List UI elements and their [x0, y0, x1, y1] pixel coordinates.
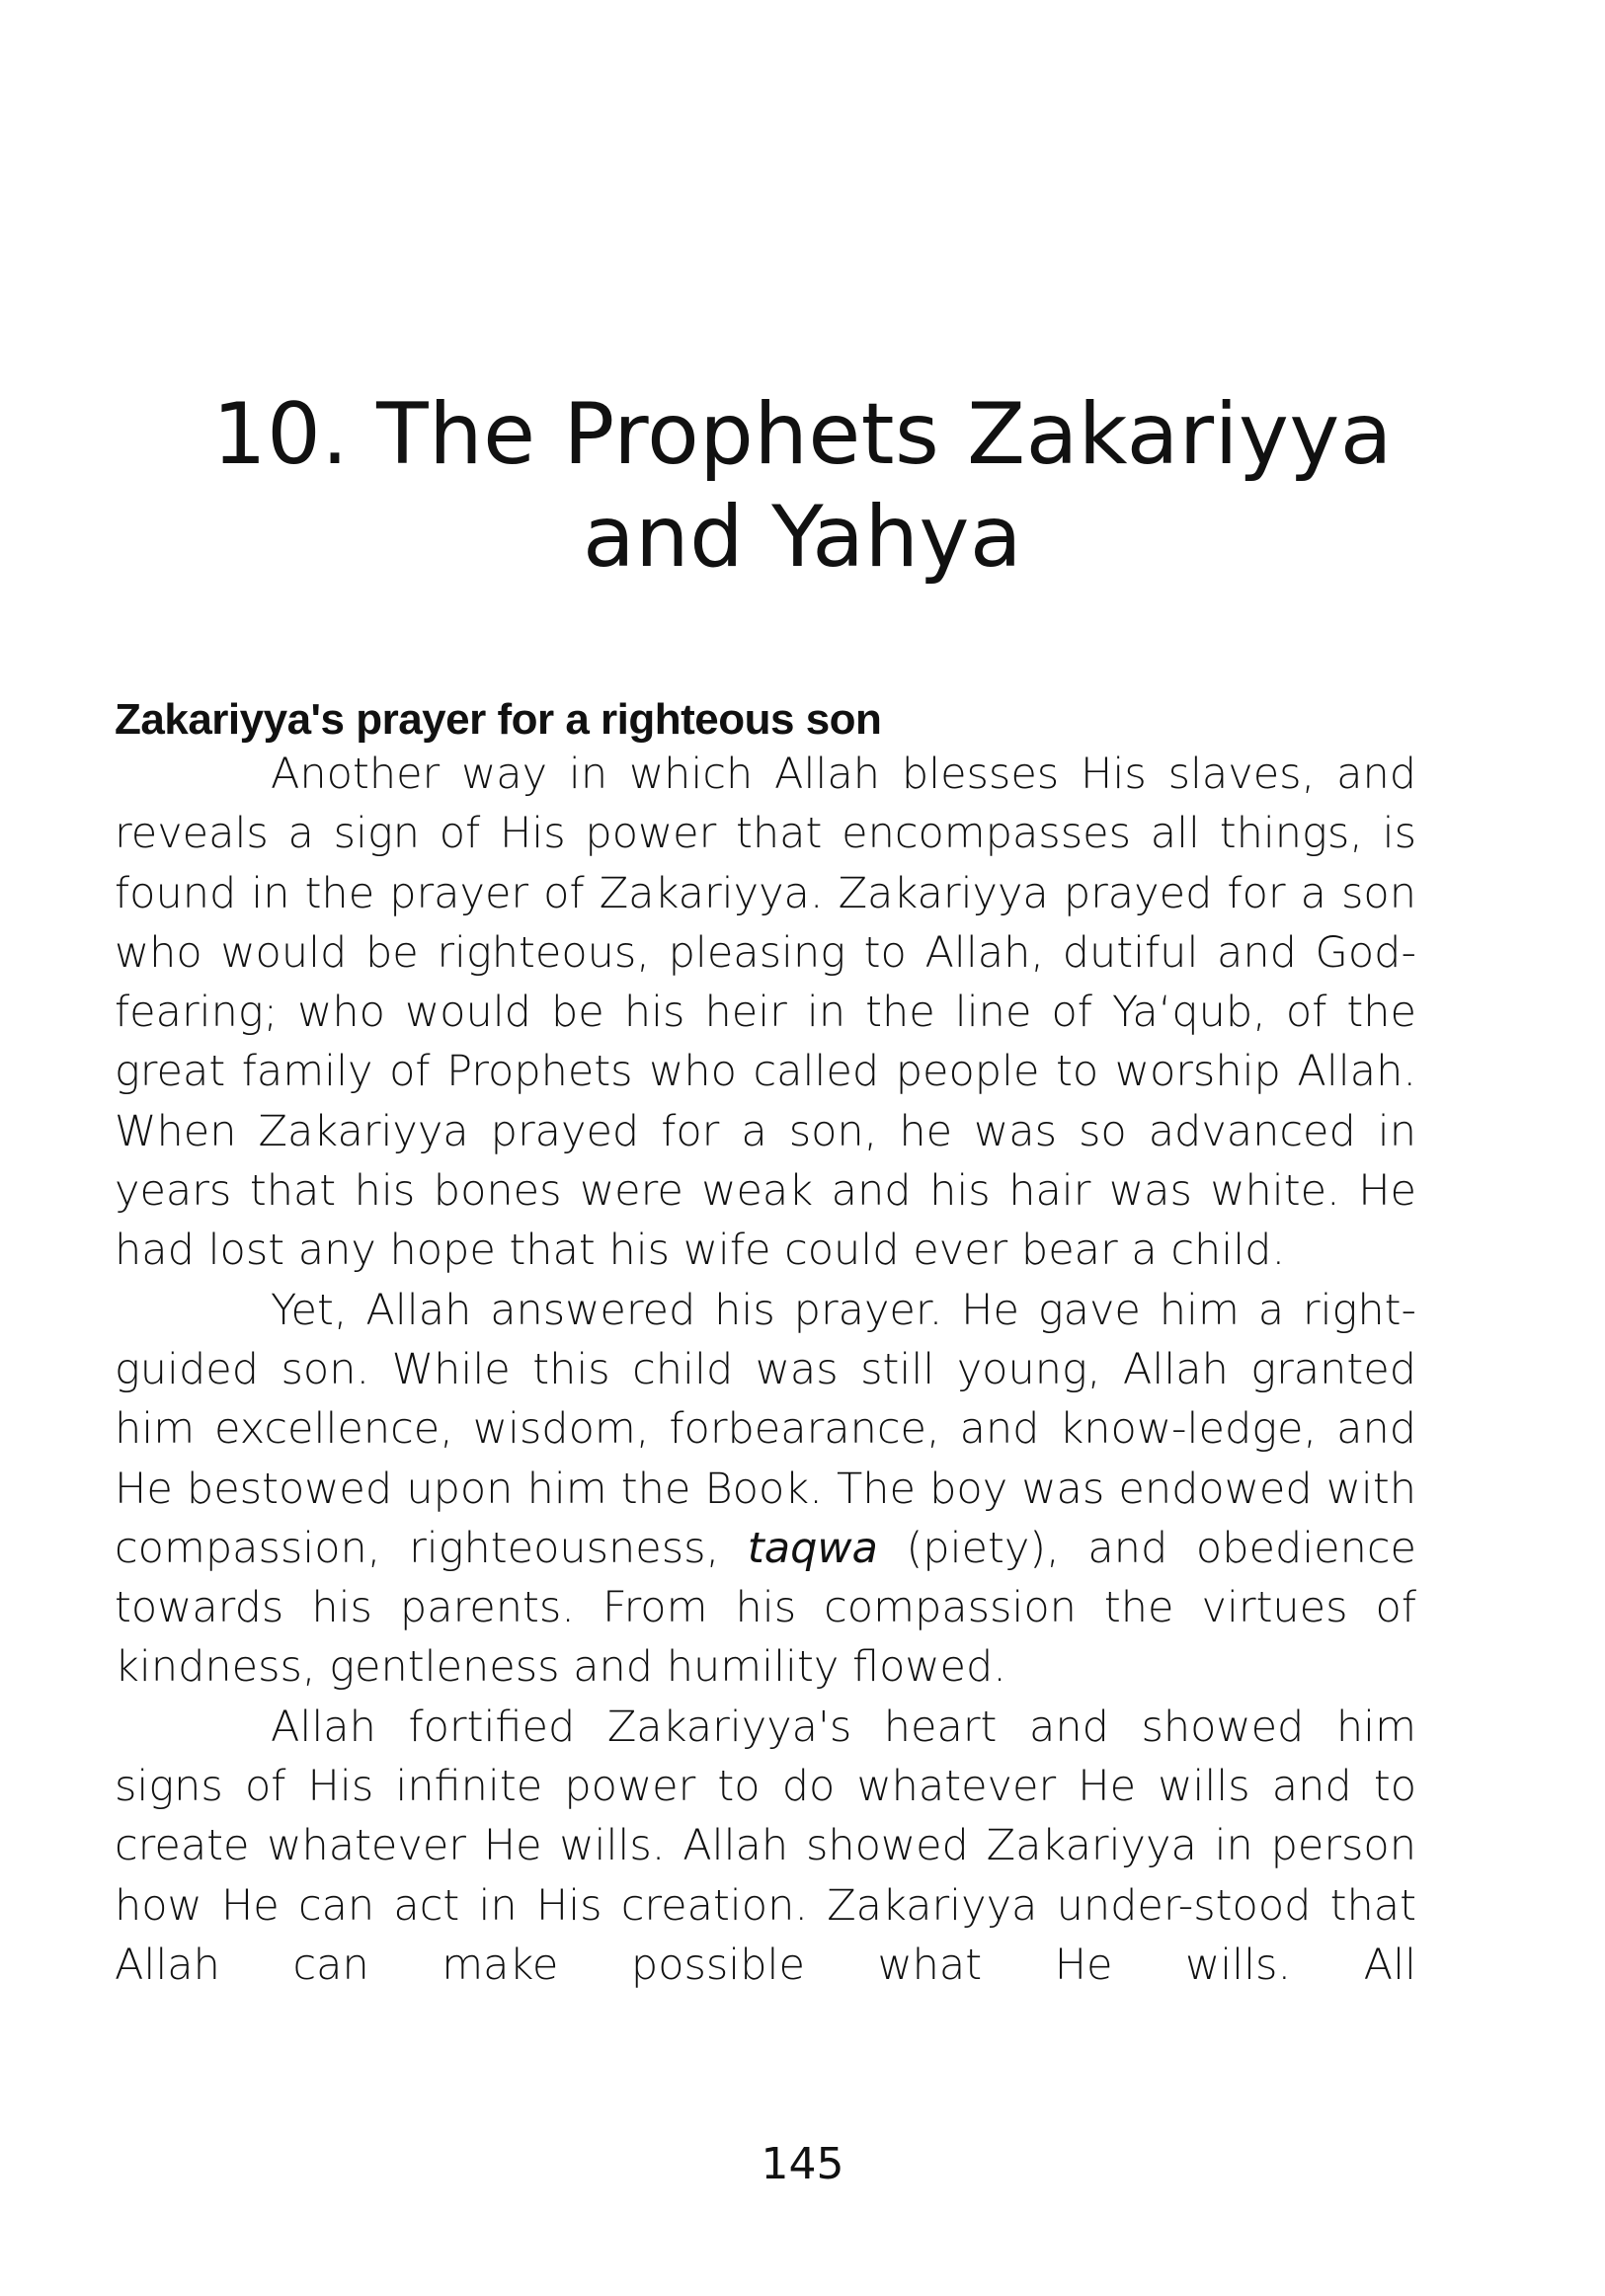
- chapter-title-line-2: and Yahya: [582, 487, 1023, 587]
- paragraph-2-text-start: Yet, Allah answered his prayer. He gave him a right-guided son. While this child was still young, Allah granted him excellence, wisdom, forbearance, and know-ledge, and He bestowed upon him the Book. The boy was endowed with compassion, righteousness,: [115, 1285, 1416, 1573]
- chapter-title-line-1: 10. The Prophets Zakariyya: [211, 384, 1394, 484]
- italic-term-taqwa: taqwa: [747, 1523, 878, 1573]
- body-text: [115, 745, 1416, 1995]
- paragraph-2: [115, 1281, 1416, 1698]
- paragraph-2-text-end: (piety), and obedience towards his parents. From his compassion the virtues of kindness, gentleness and humility flowed.: [115, 1523, 1416, 1693]
- section-heading: Zakariyya's prayer for a righteous son: [115, 694, 882, 744]
- chapter-title: [158, 383, 1447, 589]
- paragraph-1: Another way in which Allah blesses His slaves, and reveals a sign of His power that encompasses all things, is found in the prayer of Zakariyya. Zakariyya prayed for a son who would be righteous, pleasing to Allah, dutiful and God-fearing; who would be his heir in the line of Ya‘qub, of the great family of Prophets who called people to worship Allah. When Zakariyya prayed for a son, he was so advanced in years that his bones were weak and his hair was white. He had lost any hope that his wife could ever bear a child.: [115, 750, 1416, 1276]
- paragraph-3: Allah fortified Zakariyya's heart and showed him signs of His infinite power to do whatever He wills and to create whatever He wills. Allah showed Zakariyya in person how He can act in His creation. Zakariyya under-stood that Allah can make possible what He wills. All: [115, 1702, 1416, 1990]
- page-number: 145: [761, 2139, 844, 2189]
